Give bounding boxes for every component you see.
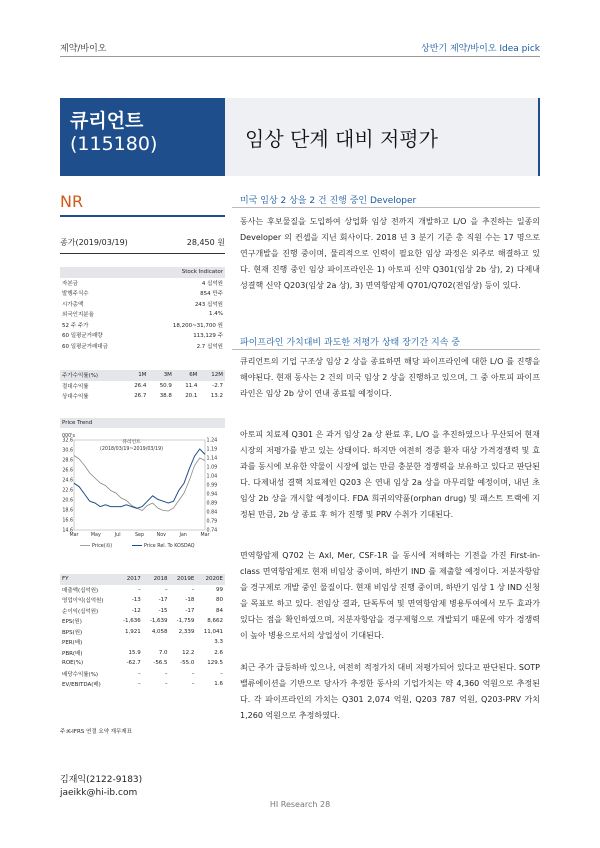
table-row <box>60 341 225 352</box>
returns-header: 주가수익률(%) <box>60 370 123 381</box>
financials-header-row <box>60 574 225 585</box>
financials-cell: PBR(배) <box>62 650 83 657</box>
financials-cell: -1,639 <box>149 618 168 625</box>
financials-cell: 4,058 <box>151 628 168 635</box>
financials-cell: -1,759 <box>176 618 195 625</box>
y-left-tick-label: 26.6 <box>62 468 73 474</box>
financials-cell: 80 <box>216 597 223 604</box>
price-trend-header: Price Trend <box>60 418 225 428</box>
returns-cell: 38.8 <box>159 393 172 400</box>
section-2-paragraph-1: 큐리언트의 기업 구조상 임상 2 상을 종료하면 해당 파이프라인에 대한 L/O 를 진행을 해야된다. 현재 동사는 2 건의 미국 임상 2 상을 진행하고 있으며, 그 중 아토피 파이프라인은 임상 2b 상이 연내 종료될 예정이다. <box>240 357 540 398</box>
financials-cell: – <box>164 670 168 677</box>
x-tick-label: Jan <box>179 533 187 538</box>
y-left-tick-label: 24.6 <box>62 478 73 484</box>
financials-cell <box>143 637 170 648</box>
financials-cell: 12.2 <box>182 649 195 656</box>
indicator-value: 4 십억원 <box>201 280 223 287</box>
plot-frame <box>74 440 205 530</box>
financials-cell: – <box>164 586 168 593</box>
indicator-key: 시가총액 <box>62 301 84 308</box>
y-right-tick-label: 0.94 <box>206 492 218 498</box>
table-row <box>60 637 225 648</box>
y-right-tick-label: 1.09 <box>206 465 218 471</box>
returns-cell: -2.7 <box>212 382 223 389</box>
financials-header: 2017 <box>116 574 143 585</box>
financials-cell: – <box>191 586 195 593</box>
section-1-body: 동사는 후보물질을 도입하여 상업화 임상 전까지 개발하고 L/O 을 추진하는 일종의 Developer 의 컨셉을 지닌 회사이다. 2018 년 3 분기 기준 총 직원 수는 17 명으로 연구개발을 진행 중이며, 물리적으로 인력이 필요한 임상 과정은 외주로 해결하고 있다. 현재 진행 중인 임상 파이프라인은 1) 아토피 신약 Q301(임상 2b 상), 2) 다제내성결핵 신약 Q203(임상 2a 상), 3) 면역항암제 Q701/Q702(전임상) 등이 있다. <box>240 217 540 290</box>
financials-cell: 129.5 <box>207 660 223 667</box>
returns-header-row <box>60 370 225 381</box>
rating-divider <box>60 215 225 217</box>
financials-cell: – <box>191 670 195 677</box>
stock-indicator-header: Stock Indicator <box>60 267 225 278</box>
returns-cell: 상대수익률 <box>62 394 89 401</box>
indicator-value: 854 만주 <box>200 291 223 298</box>
close-price-row <box>60 237 225 248</box>
financials-cell: ROE(%) <box>62 660 84 667</box>
financials-header: FY <box>60 574 116 585</box>
analyst-name: 김재익(2122-9183) <box>60 775 143 785</box>
financials-cell: -17 <box>158 597 168 604</box>
indicator-value: 113,129 주 <box>193 333 223 340</box>
financials-cell: -55.0 <box>180 660 195 667</box>
financials-cell: 매출액(십억원) <box>62 587 99 594</box>
table-row <box>60 299 225 310</box>
financials-cell: – <box>164 681 168 688</box>
financials-cell: -17 <box>185 607 195 614</box>
chart-legend-period: (2018/03/19~2019/03/19) <box>99 447 164 452</box>
x-tick-label: Jul <box>114 533 121 538</box>
report-title-box <box>225 98 540 176</box>
y-right-tick-label: 1.19 <box>206 447 218 453</box>
legend-label-relative: Price Rel. To KOSDAQ <box>144 544 195 549</box>
analyst-info <box>60 774 142 800</box>
financials-cell: – <box>220 670 223 677</box>
legend-label-price: Price(좌) <box>92 544 113 549</box>
analyst-email[interactable]: jaeikk@hi-ib.com <box>60 788 138 798</box>
x-tick-label: Sep <box>134 533 145 538</box>
returns-cell: 11.4 <box>185 382 198 389</box>
financials-cell: 99 <box>216 586 223 593</box>
financials-cell: 영업이익(십억원) <box>62 598 104 605</box>
financials-cell: 2,339 <box>178 628 195 635</box>
close-price-label: 종가(2019/03/19) <box>60 238 128 247</box>
financials-cell: EPS(원) <box>62 619 82 626</box>
y-right-tick-label: 0.89 <box>206 501 218 507</box>
returns-header: 3M <box>148 370 174 381</box>
financials-cell: 배당수익률(%) <box>62 671 99 678</box>
table-row <box>60 669 225 680</box>
indicator-key: 60 일평균거래량 <box>62 333 103 340</box>
section-2-paragraph-4: 최근 주가 급등하바 있으나, 여전히 적정가치 대비 저평가되어 있다고 판단된다. SOTP 밸류에이션을 기반으로 당사가 추정한 동사의 기업가치는 약 4,360 억원으로 추정된다. 각 파이프라인의 가치는 Q301 2,074 억원, Q203 787 억원, Q203-PRV 가치 1,260 억원으로 추정하였다. <box>240 663 540 720</box>
x-tick-label: Mar <box>69 533 79 538</box>
y-left-tick-label: 28.6 <box>62 458 73 464</box>
financials-cell: – <box>138 586 141 593</box>
y-left-tick-label: 18.6 <box>62 508 73 514</box>
series-line-relative <box>74 449 205 508</box>
financials-cell <box>116 637 143 648</box>
financials-cell: 2.6 <box>214 649 223 656</box>
y-right-tick-label: 0.79 <box>206 519 218 525</box>
y-right-tick-label: 1.24 <box>206 438 218 444</box>
table-row <box>60 381 225 392</box>
section-divider <box>232 349 540 350</box>
financials-header: 2018 <box>143 574 170 585</box>
financials-cell: 15.9 <box>128 649 141 656</box>
table-row <box>60 585 225 596</box>
table-row <box>60 391 225 402</box>
financials-cell: 1,921 <box>125 628 141 635</box>
x-tick-label: Nov <box>156 533 167 538</box>
financials-cell: -1,636 <box>123 618 141 625</box>
y-left-tick-label: 14.6 <box>62 528 73 534</box>
financials-note: 주:K-IFRS 연결 요약 재무제표 <box>60 729 133 735</box>
financials-cell: – <box>138 670 141 677</box>
financials-cell <box>170 637 197 648</box>
page-footer: HI Research 28 <box>269 800 331 809</box>
indicator-key: 외국인지분율 <box>62 312 94 319</box>
financials-cell: -13 <box>131 597 141 604</box>
returns-cell: 13.2 <box>210 393 223 400</box>
indicator-value: 1.4% <box>209 311 223 318</box>
company-box <box>60 98 225 176</box>
table-row <box>60 648 225 659</box>
section-2-paragraph-3: 면역항암제 Q702 는 Axl, Mer, CSF-1R 을 동시에 저해하는 기전을 가진 First-in-class 면역항암제로 현재 비임상 중이며, 하반기 IND 를 제출할 예정이다. 저분자항암을 경구제로 개발 중인 물질이다. 현재 비임상 진행 중이며, 하반기 임상 1 상 IND 신청을 목표로 하고 있다. 전임상 결과, 단독투여 및 면역항암제 병용투여에서 모두 효과가 있다는 점을 확인하였으며, 저분자항암을 경구제형으로 개발되기 때문에 약가 경쟁력이 높아 병용으로서의 상업성이 기대된다. <box>240 551 540 640</box>
price-divider <box>60 253 225 254</box>
indicator-key: 발행주식수 <box>62 291 89 298</box>
section-title-1: 미국 임상 2 상을 2 건 진행 중인 Developer <box>240 196 417 206</box>
financials-cell: – <box>191 681 195 688</box>
financials-cell: -62.7 <box>126 660 141 667</box>
indicator-value: 18,200~31,700 원 <box>172 322 223 329</box>
financials-cell: -12 <box>131 607 141 614</box>
table-row <box>60 278 225 289</box>
indicator-key: 60 일평균거래대금 <box>62 343 108 350</box>
table-row <box>60 288 225 299</box>
financials-header: 2020E <box>196 574 225 585</box>
financials-cell: PER(배) <box>62 640 83 647</box>
header-divider <box>60 56 540 57</box>
returns-cell: 50.9 <box>159 382 172 389</box>
x-tick-label: Mar <box>200 533 210 538</box>
y-right-tick-label: 0.99 <box>206 483 218 489</box>
header-section-label: 제약/바이오 <box>60 44 107 54</box>
indicator-value: 243 십억원 <box>194 301 223 308</box>
header-report-label: 상반기 제약/바이오 Idea pick <box>421 44 540 54</box>
y-right-tick-label: 0.74 <box>206 528 218 534</box>
table-row <box>60 679 225 690</box>
indicator-key: 52 주 주가 <box>62 322 89 329</box>
report-title: 임상 단계 대비 저평가 <box>245 126 438 151</box>
financials-cell: – <box>138 681 141 688</box>
table-row <box>60 330 225 341</box>
table-row <box>60 309 225 320</box>
rating: NR <box>60 192 84 211</box>
financials-header: 2019E <box>170 574 197 585</box>
table-row <box>60 627 225 638</box>
indicator-value: 2.7 십억원 <box>196 343 223 350</box>
financials-cell: 순이익(십억원) <box>62 608 99 615</box>
financials-cell: BPS(원) <box>62 629 83 636</box>
table-row <box>60 616 225 627</box>
y-right-tick-label: 1.14 <box>206 456 218 462</box>
y-left-tick-label: 16.6 <box>62 518 73 524</box>
financials-table <box>60 574 225 690</box>
y-left-tick-label: 32.6 <box>62 438 73 444</box>
financials-cell: 3.3 <box>214 639 223 646</box>
returns-cell: 절대수익률 <box>62 383 89 390</box>
table-row <box>60 606 225 617</box>
close-price-value: 28,450 원 <box>186 238 225 247</box>
stock-indicator-table <box>60 267 225 351</box>
company-code: (115180) <box>70 132 158 155</box>
returns-header: 6M <box>174 370 200 381</box>
financials-cell: -18 <box>185 597 195 604</box>
section-divider <box>232 207 540 208</box>
y-left-tick-label: 30.6 <box>62 448 73 454</box>
y-right-tick-label: 1.04 <box>206 474 218 480</box>
financials-cell: -15 <box>158 607 168 614</box>
chart-legend-title: 큐리언트 <box>122 440 141 445</box>
section-2-paragraph-2: 아토피 치료제 Q301 은 과거 임상 2a 상 완료 후, L/O 을 추진하였으나 무산되어 현재 시장의 저평가를 받고 있는 상태이다. 하지만 여전히 경증 환자 대상 가격경쟁력 및 효과를 동시에 보유한 약물이 시장에 없는 만큼 충분한 경쟁력을 보유하고 있다고 판단된다. 다제내성 결핵 치료제인 Q203 은 연내 임상 2a 상을 마무리할 예정이며, 내년 초 임상 2b 상을 개시할 예정이다. FDA 희귀의약품(orphan drug) 및 패스트 트랙에 지정된 만큼, 2b 상 종료 후 허가 진행 및 PRV 수취가 기대된다. <box>240 430 540 519</box>
table-row <box>60 658 225 669</box>
y-right-tick-label: 0.84 <box>206 510 218 516</box>
returns-header: 12M <box>199 370 225 381</box>
financials-cell: 7.0 <box>158 649 168 656</box>
financials-cell: 8,662 <box>207 618 223 625</box>
y-left-tick-label: 22.6 <box>62 488 73 494</box>
returns-cell: 26.7 <box>134 393 147 400</box>
table-row <box>60 595 225 606</box>
indicator-key: 자본금 <box>62 280 78 287</box>
y-left-tick-label: 20.6 <box>62 498 73 504</box>
financials-cell: 11,041 <box>203 628 223 635</box>
returns-cell: 20.1 <box>185 393 198 400</box>
company-name: 큐리언트 <box>70 110 144 132</box>
x-tick-label: May <box>90 533 101 538</box>
returns-header: 1M <box>123 370 149 381</box>
financials-cell: -56.5 <box>153 660 168 667</box>
financials-cell: 84 <box>216 607 223 614</box>
price-trend-chart <box>60 430 225 555</box>
section-title-2: 파이프라인 가치대비 과도한 저평가 상태 장기간 지속 중 <box>240 338 460 348</box>
axis-unit: 000's <box>62 434 75 439</box>
table-row <box>60 320 225 331</box>
financials-cell: 1.6 <box>214 681 223 688</box>
financials-cell: EV/EBITDA(배) <box>62 682 101 689</box>
returns-table <box>60 370 225 402</box>
returns-cell: 26.4 <box>134 382 147 389</box>
